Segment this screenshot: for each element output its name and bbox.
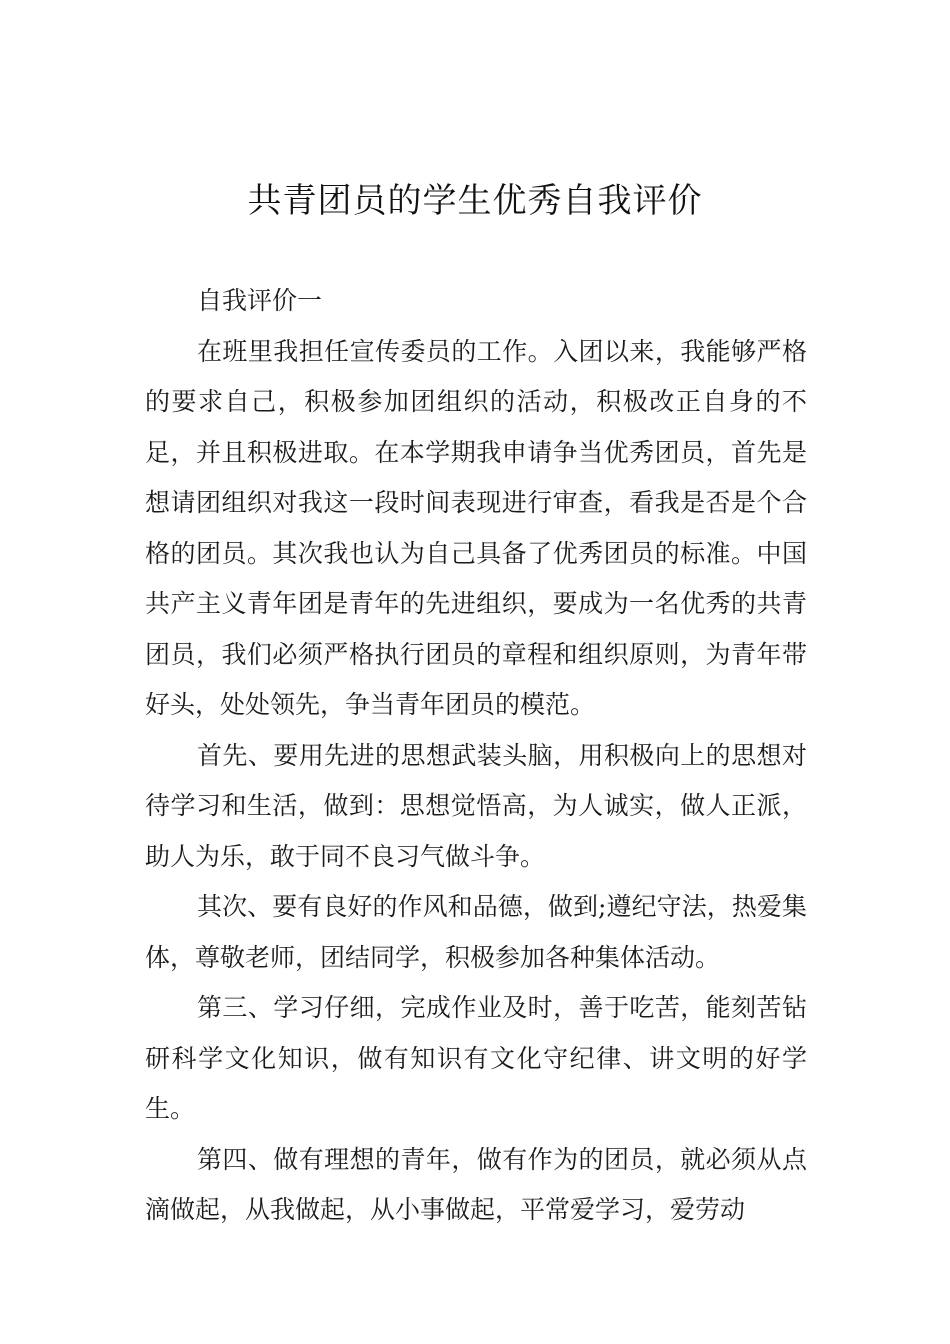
- section-heading: 自我评价一: [197, 286, 323, 315]
- body-paragraph: 第三、学习仔细，完成作业及时，善于吃苦，能刻苦钻研科学文化知识，做有知识有文化守纪律、讲文明的好学生。: [145, 993, 807, 1123]
- document-body: [145, 276, 807, 1236]
- body-paragraph: 在班里我担任宣传委员的工作。入团以来，我能够严格的要求自己，积极参加团组织的活动，积极改正自身的不足，并且积极进取。在本学期我申请争当优秀团员，首先是想请团组织对我这一段时间表现进行审查，看我是否是个合格的团员。其次我也认为自己具备了优秀团员的标准。中国共产主义青年团是青年的先进组织，要成为一名优秀的共青团员，我们必须严格执行团员的章程和组织原则，为青年带好头，处处领先，争当青年团员的模范。: [145, 336, 807, 719]
- body-paragraph: 第四、做有理想的青年，做有作为的团员，就必须从点滴做起，从我做起，从小事做起，平常爱学习，爱劳动: [145, 1144, 807, 1224]
- document-title: 共青团员的学生优秀自我评价: [247, 181, 703, 221]
- body-paragraph: 首先、要用先进的思想武装头脑，用积极向上的思想对待学习和生活，做到：思想觉悟高，为人诚实，做人正派，助人为乐，敢于同不良习气做斗争。: [145, 740, 807, 871]
- body-paragraph: 其次、要有良好的作风和品德，做到;遵纪守法，热爱集体，尊敬老师，团结同学，积极参加各种集体活动。: [145, 892, 807, 972]
